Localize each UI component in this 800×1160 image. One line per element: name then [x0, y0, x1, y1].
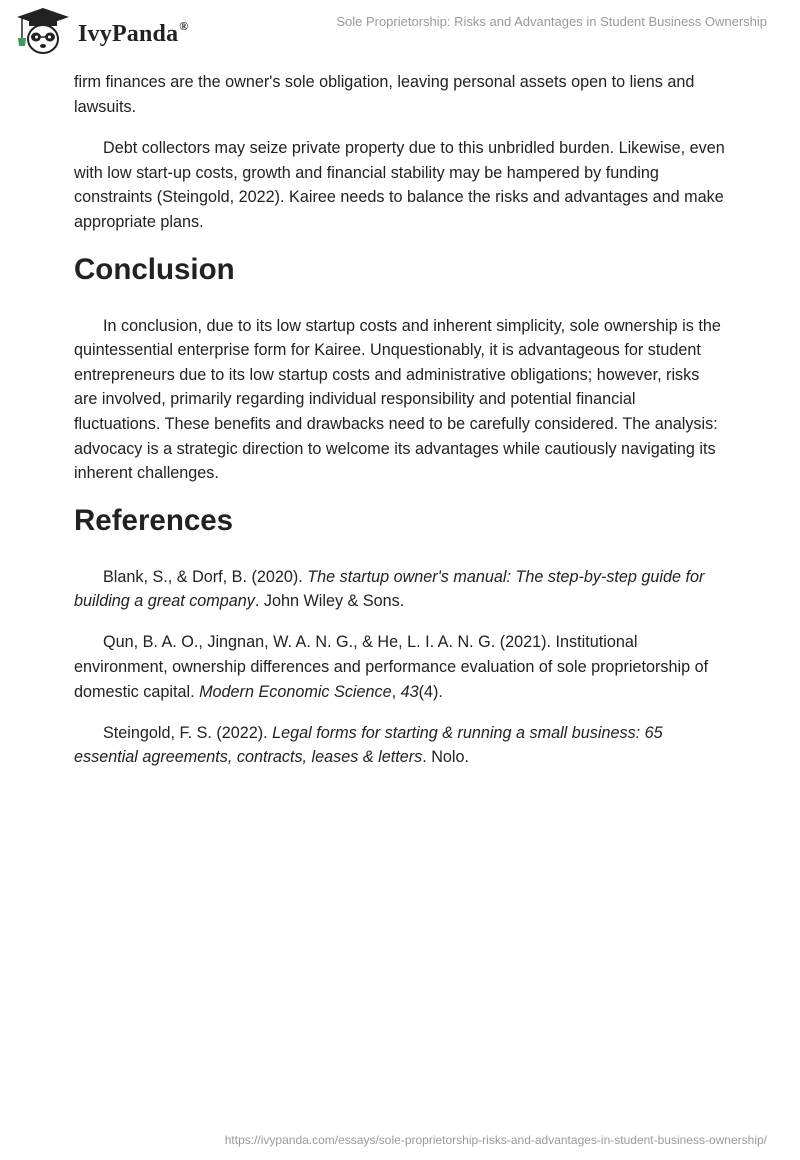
references-heading: References: [74, 503, 234, 537]
reference-item: Qun, B. A. O., Jingnan, W. A. N. G., & He, L. I. A. N. G. (2021). Institutional environment, ownership differences and performance evaluation of sole proprietorship of domestic capital. Modern Economic Science, 43(4).: [74, 633, 709, 701]
conclusion-paragraph: In conclusion, due to its low startup costs and inherent simplicity, sole ownership is the quintessential enterprise form for Kairee. Unquestionably, it is advantageous for student entrepreneurs due to its low startup costs and administrative obligations; however, risks are involved, primarily regarding individual responsibility and potential financial fluctuations. These benefits and drawbacks need to be carefully considered. The analysis: advocacy is a strategic direction to welcome its advantages while cautiously navigating its inherent challenges.: [74, 316, 721, 483]
document-body: [74, 70, 726, 786]
logo-wordmark: IvyPanda®: [78, 18, 189, 47]
ivypanda-logo[interactable]: [14, 6, 188, 58]
reference-item: Steingold, F. S. (2022). Legal forms for starting & running a small business: 65 essential agreements, contracts, leases & letters. Nolo.: [74, 723, 663, 767]
page-header: [0, 0, 800, 64]
conclusion-heading: Conclusion: [74, 252, 235, 286]
reference-item: Blank, S., & Dorf, B. (2020). The startup owner's manual: The step-by-step guide for building a great company. John Wiley & Sons.: [74, 567, 705, 611]
source-url-link[interactable]: https://ivypanda.com/essays/sole-proprietorship-risks-and-advantages-in-student-business-ownership/: [224, 1133, 767, 1147]
document-title: Sole Proprietorship: Risks and Advantages in Student Business Ownership: [336, 14, 767, 29]
panda-graduate-icon: [14, 6, 72, 58]
paragraph-debt: Debt collectors may seize private property due to this unbridled burden. Likewise, even with low start-up costs, growth and financial stability may be hampered by funding constraints (Steingold, 2022). Kairee needs to balance the risks and advantages and make appropriate plans.: [74, 139, 725, 231]
paragraph-continued: firm finances are the owner's sole obligation, leaving personal assets open to liens and lawsuits.: [74, 73, 695, 116]
